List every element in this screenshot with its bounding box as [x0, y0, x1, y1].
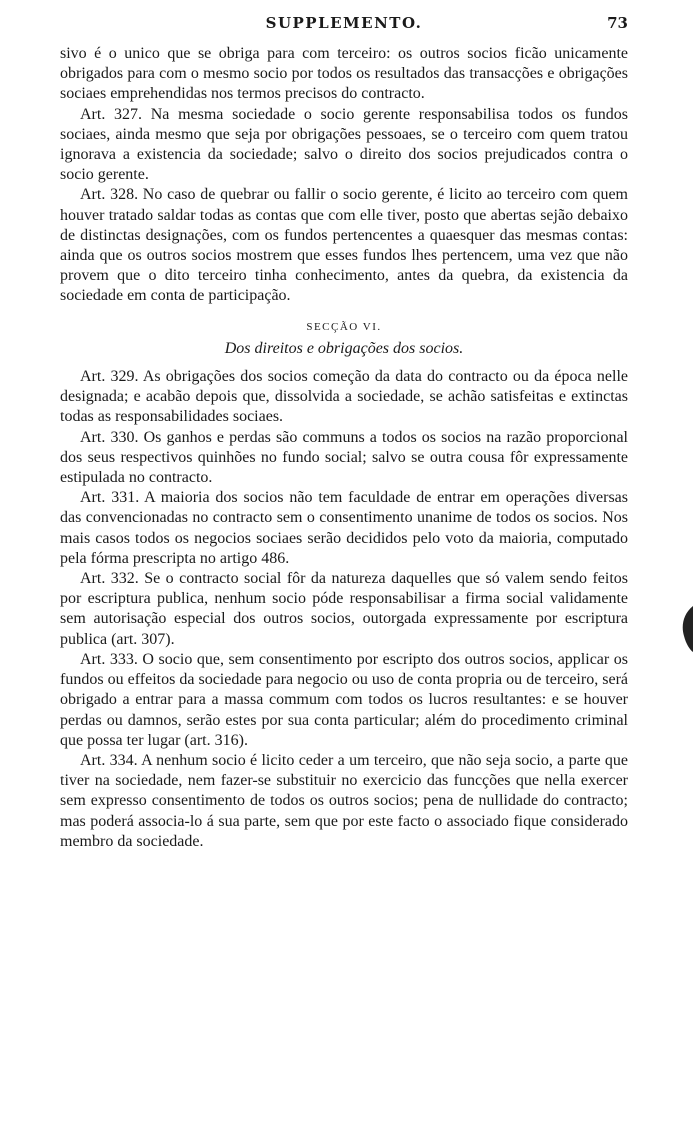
article-334: Art. 334. A nenhum socio é licito ceder a um terceiro, que não seja socio, a parte que tiver na sociedade, nem fazer-se substituir no exercicio das funcções que nella exercer sem expresso consentimento de todos os outros socios; pena de nullidade do contracto; mas poderá associa-lo á sua parte, sem que por este facto o associado fique considerado membro da sociedade.	[60, 751, 628, 850]
article-329: Art. 329. As obrigações dos socios começão da data do contracto ou da época nelle designada; e acabão depois que, dissolvida a sociedade, se achão satisfeitas e extinctas todas as responsabilidades sociaes.	[60, 368, 628, 426]
page-header	[60, 14, 628, 36]
paragraph-continued: sivo é o unico que se obriga para com terceiro: os outros socios ficão unicamente obrigados para com o mesmo socio por todos os resultados das transacções e obrigações sociaes emprehendidas nos termos precisos do contracto.	[60, 45, 628, 103]
article-330: Art. 330. Os ganhos e perdas são communs a todos os socios na razão proporcional dos seus respectivos quinhões no fundo social; salvo se outra cousa fôr expressamente estipulada no contracto.	[60, 428, 628, 487]
article-332: Art. 332. Se o contracto social fôr da natureza daquelles que só valem sendo feitos por escriptura publica, nenhum socio póde responsabilisar a firma social validamente sem autorisação especial dos outros socios, outorgada expressamente por escriptura publica (art. 307).	[60, 570, 628, 648]
running-head: SUPPLEMENTO.	[265, 14, 423, 32]
section-title: Dos direitos e obrigações dos socios.	[224, 339, 464, 357]
page-number: 73	[607, 14, 628, 32]
article-328: Art. 328. No caso de quebrar ou fallir o socio gerente, é licito ao terceiro com quem houver tratado saldar todas as contas que com elle tiver, posto que abertas sejão debaixo de distinctas designações, com os fundos pertencentes a quaesquer das mesmas contas: ainda que os outros socios mostrem que esses fundos lhes pertencem, uma vez que não provem que o dito terceiro tinha conhecimento, antes da quebra, da existencia da sociedade em conta de participação.	[60, 186, 628, 305]
page-body	[60, 44, 628, 852]
article-333: Art. 333. O socio que, sem consentimento por escripto dos outros socios, applicar os fundos ou effeitos da sociedade para negocio ou uso de conta propria ou de terceiro, será obrigado a entrar para a massa commum com todos os lucros resultantes: e se houver perdas ou damnos, serão estes por sua conta particular; além do procedimento criminal que possa ter lugar (art. 316).	[60, 650, 628, 749]
article-331: Art. 331. A maioria dos socios não tem faculdade de entrar em operações diversas das convencionadas no contracto sem o consentimento unanime de todos os socios. Nos mais casos todos os negocios sociaes serão decididos pelo voto da maioria, computado pela fórma prescripta no artigo 486.	[60, 489, 628, 567]
page-edge-mark	[679, 604, 693, 654]
article-327: Art. 327. Na mesma sociedade o socio gerente responsabilisa todos os fundos sociaes, ainda mesmo que seja por obrigações pessoaes, se o terceiro com quem tratou ignorava a existencia da sociedade; salvo o direito dos socios prejudicados contra o socio gerente.	[60, 105, 628, 184]
section-number: SECÇÃO VI.	[306, 320, 382, 333]
